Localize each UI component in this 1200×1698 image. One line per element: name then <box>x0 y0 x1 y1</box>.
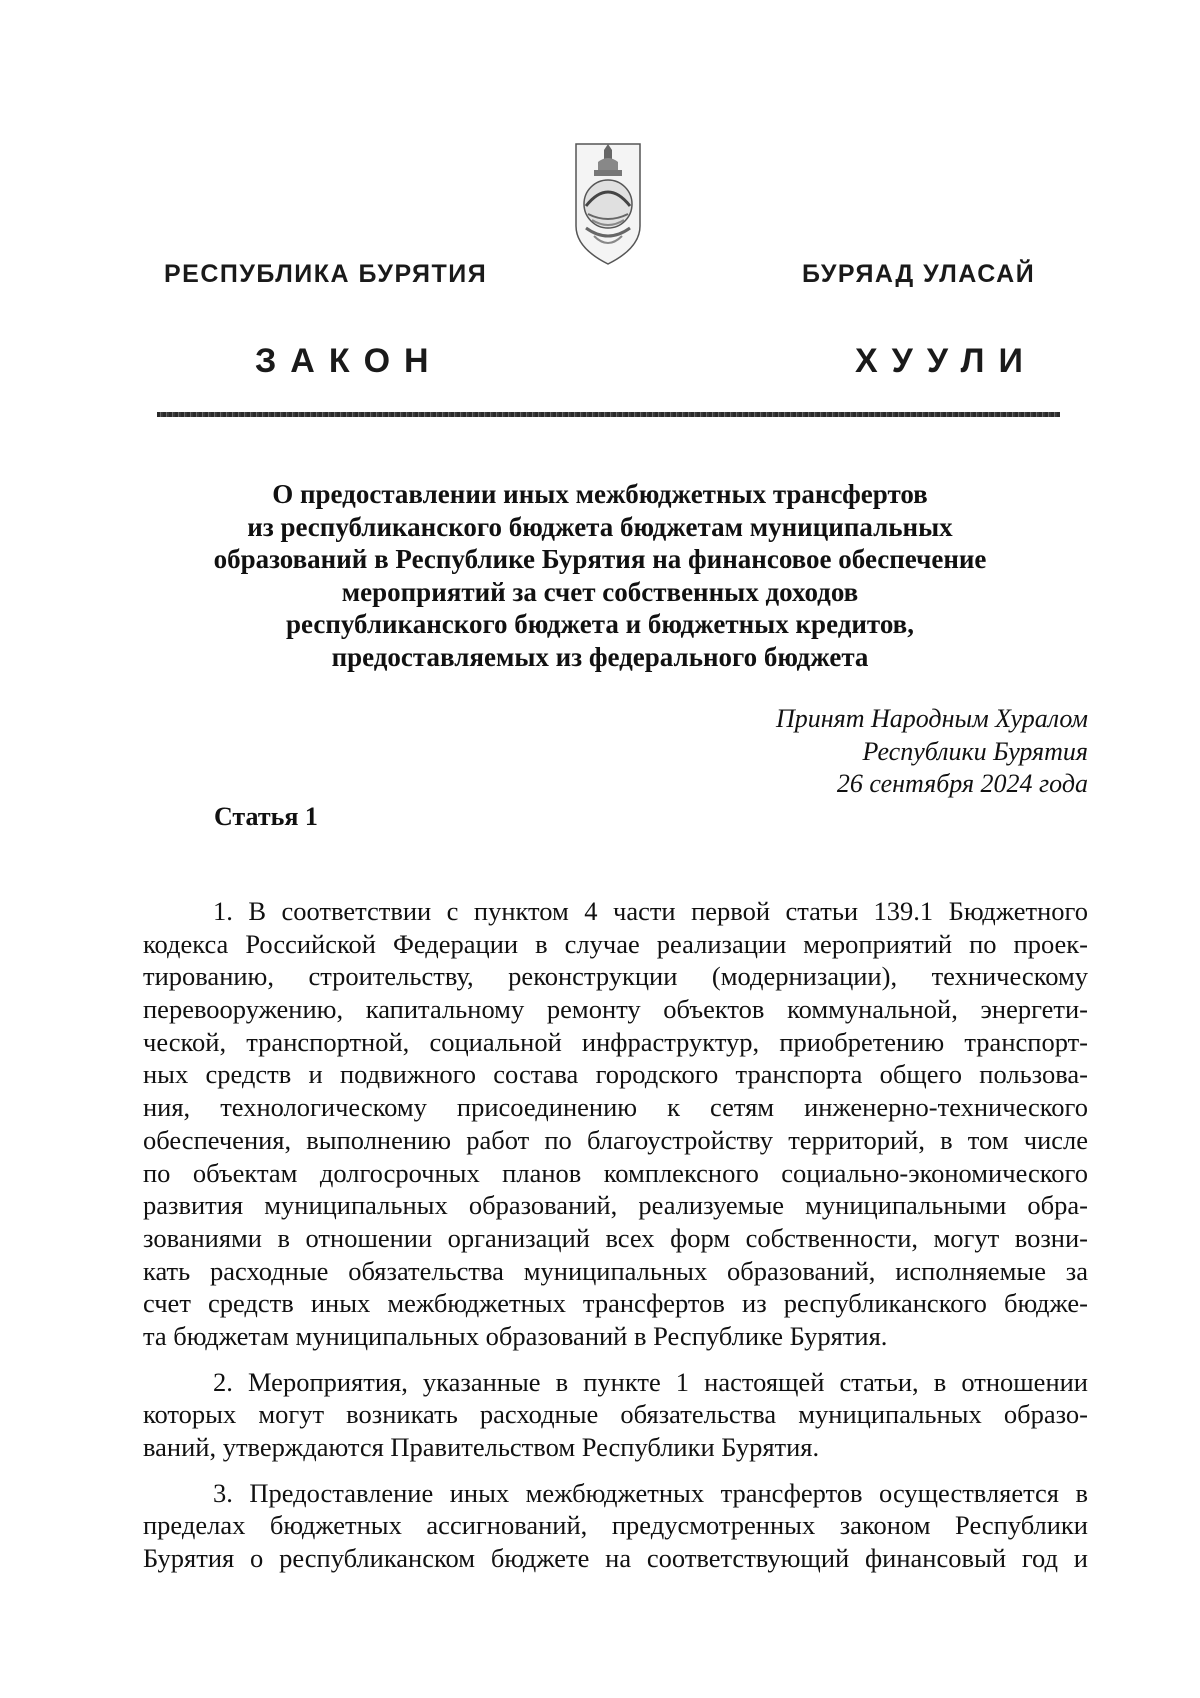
text-line: Бурятия о республиканском бюджете на соответствующий финансовый год и <box>143 1543 1088 1574</box>
text-line: 3. Предоставление иных межбюджетных трансфертов осуществляется в <box>213 1477 1088 1508</box>
text-line: та бюджетам муниципальных образований в Республике Бурятия. <box>143 1320 888 1351</box>
law-label-buryat: ХУУЛИ <box>855 342 1037 380</box>
title-line: из республиканского бюджета бюджетам муниципальных <box>247 511 953 542</box>
text-line: обеспечения, выполнению работ по благоустройству территорий, в том числе <box>143 1124 1088 1155</box>
adoption-note <box>568 703 1088 801</box>
text-line: зованиями в отношении организаций всех форм собственности, могут возни- <box>143 1222 1088 1253</box>
text-line: пределах бюджетных ассигнований, предусмотренных законом Республики <box>143 1510 1088 1541</box>
law-label-russian: ЗАКОН <box>255 342 443 380</box>
text-line: счет средств иных межбюджетных трансфертов из республиканского бюдже- <box>143 1288 1088 1319</box>
adoption-line: Республики Бурятия <box>862 736 1088 766</box>
text-line: ваний, утверждаются Правительством Республики Бурятия. <box>143 1432 820 1462</box>
text-line: 1. В соответствии с пунктом 4 части первой статьи 139.1 Бюджетного <box>213 896 1088 926</box>
paragraph-3 <box>143 1477 1088 1575</box>
text-line: 2. Мероприятия, указанные в пункте 1 настоящей статьи, в отношении <box>213 1366 1088 1397</box>
title-line: мероприятий за счет собственных доходов <box>341 576 859 607</box>
article-heading: Статья 1 <box>214 802 318 831</box>
title-line: образований в Республике Бурятия на финансовое обеспечение <box>213 544 987 574</box>
title-line: О предоставлении иных межбюджетных трансфертов <box>272 479 928 509</box>
text-line: ных средств и подвижного состава городского транспорта общего пользова- <box>143 1059 1088 1090</box>
header-divider <box>157 412 1060 417</box>
article-body <box>143 895 1088 1575</box>
text-line: ния, технологическому присоединению к сетям инженерно-технического <box>143 1092 1088 1123</box>
title-line: республиканского бюджета и бюджетных кредитов, <box>286 609 914 639</box>
text-line: перевооружению, капитальному ремонту объектов коммунальной, энергети- <box>143 994 1088 1025</box>
coat-of-arms-icon <box>572 140 644 270</box>
text-line: кодекса Российской Федерации в случае реализации мероприятий по проек- <box>143 928 1088 959</box>
paragraph-1 <box>143 895 1088 1353</box>
text-line: тированию, строительству, реконструкции (модернизации), техническому <box>143 961 1088 992</box>
text-line: которых могут возникать расходные обязательства муниципальных образо- <box>143 1399 1088 1430</box>
adoption-line: Принят Народным Хуралом <box>775 704 1088 733</box>
text-line: кать расходные обязательства муниципальных образований, исполняемые за <box>143 1255 1088 1286</box>
title-line: предоставляемых из федерального бюджета <box>331 641 869 672</box>
paragraph-gap <box>143 1464 1088 1477</box>
text-line: по объектам долгосрочных планов комплексного социально-экономического <box>143 1157 1088 1188</box>
text-line: развития муниципальных образований, реализуемые муниципальными обра- <box>143 1190 1088 1221</box>
adoption-line: 26 сентября 2024 года <box>836 769 1088 798</box>
paragraph-2 <box>143 1366 1088 1464</box>
republic-name-buryat: БУРЯАД УЛАСАЙ <box>802 260 1036 288</box>
text-line: ческой, транспортной, социальной инфраструктур, приобретению транспорт- <box>143 1026 1088 1057</box>
republic-name-russian: РЕСПУБЛИКА БУРЯТИЯ <box>164 260 488 288</box>
paragraph-gap <box>143 1353 1088 1366</box>
law-title <box>150 478 1050 673</box>
